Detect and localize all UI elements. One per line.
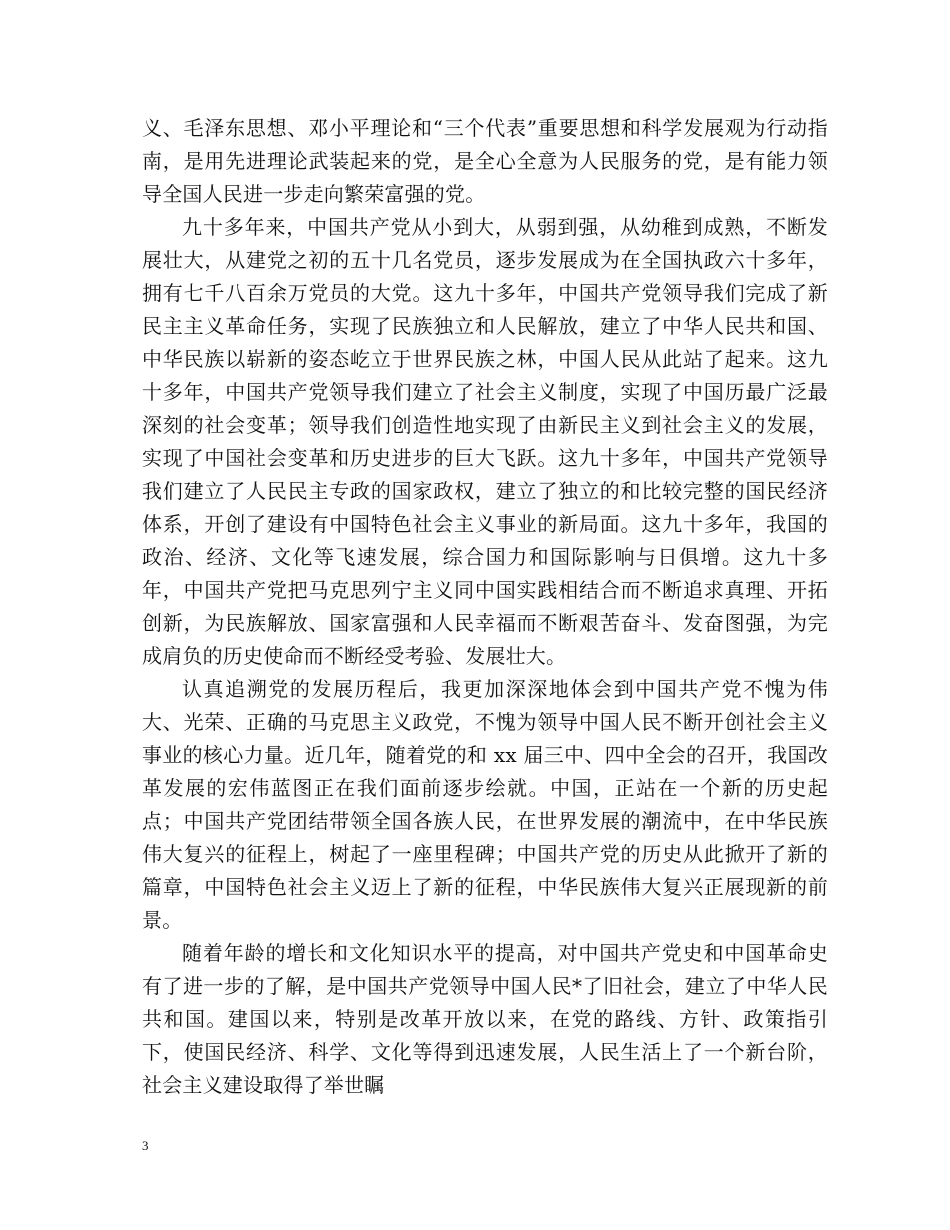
paragraph-continuation: 义、毛泽东思想、邓小平理论和“三个代表”重要思想和科学发展观为行动指南，是用先进理论武装起来的党，是全心全意为人民服务的党，是有能力领导全国人民进一步走向繁荣富强的党。 — [142, 116, 828, 206]
page-number: 3 — [142, 1138, 149, 1153]
paragraph: 随着年龄的增长和文化知识水平的提高，对中国共产党史和中国革命史有了进一步的了解，是中国共产党领导中国人民*了旧社会，建立了中华人民共和国。建国以来，特别是改革开放以来，在党的路线、方针、政策指引下，使国民经济、科学、文化等得到迅速发展，人民生活上了一个新台阶，社会主义建设取得了举世瞩 — [142, 941, 828, 1097]
document-body — [142, 112, 828, 1102]
paragraph: 九十多年来，中国共产党从小到大，从弱到强，从幼稚到成熟，不断发展壮大，从建党之初的五十几名党员，逐步发展成为在全国执政六十多年，拥有七千八百余万党员的大党。这九十多年，中国共产党领导我们完成了新民主主义革命任务，实现了民族独立和人民解放，建立了中华人民共和国、中华民族以崭新的姿态屹立于世界民族之林，中国人民从此站了起来。这九十多年，中国共产党领导我们建立了社会主义制度，实现了中国历最广泛最深刻的社会变革；领导我们创造性地实现了由新民主义到社会主义的发展，实现了中国社会变革和历史进步的巨大飞跃。这九十多年，中国共产党领导我们建立了人民民主专政的国家政权，建立了独立的和比较完整的国民经济体系，开创了建设有中国特色社会主义事业的新局面。这九十多年，我国的政治、经济、文化等飞速发展，综合国力和国际影响与日俱增。这九十多年，中国共产党把马克思列宁主义同中国实践相结合而不断追求真理、开拓创新，为民族解放、国家富强和人民幸福而不断艰苦奋斗、发奋图强，为完成肩负的历史使命而不断经受考验、发展壮大。 — [142, 215, 828, 668]
paragraph: 认真追溯党的发展历程后，我更加深深地体会到中国共产党不愧为伟大、光荣、正确的马克思主义政党，不愧为领导中国人民不断开创社会主义事业的核心力量。近几年，随着党的和 xx 届三中、四中全会的召开，我国改革发展的宏伟蓝图正在我们面前逐步绘就。中国，正站在一个新的历史起点；中国共产党团结带领全国各族人民，在世界发展的潮流中，在中华民族伟大复兴的征程上，树起了一座里程碑；中国共产党的历史从此掀开了新的篇章，中国特色社会主义迈上了新的征程，中华民族伟大复兴正展现新的前景。 — [142, 677, 828, 932]
